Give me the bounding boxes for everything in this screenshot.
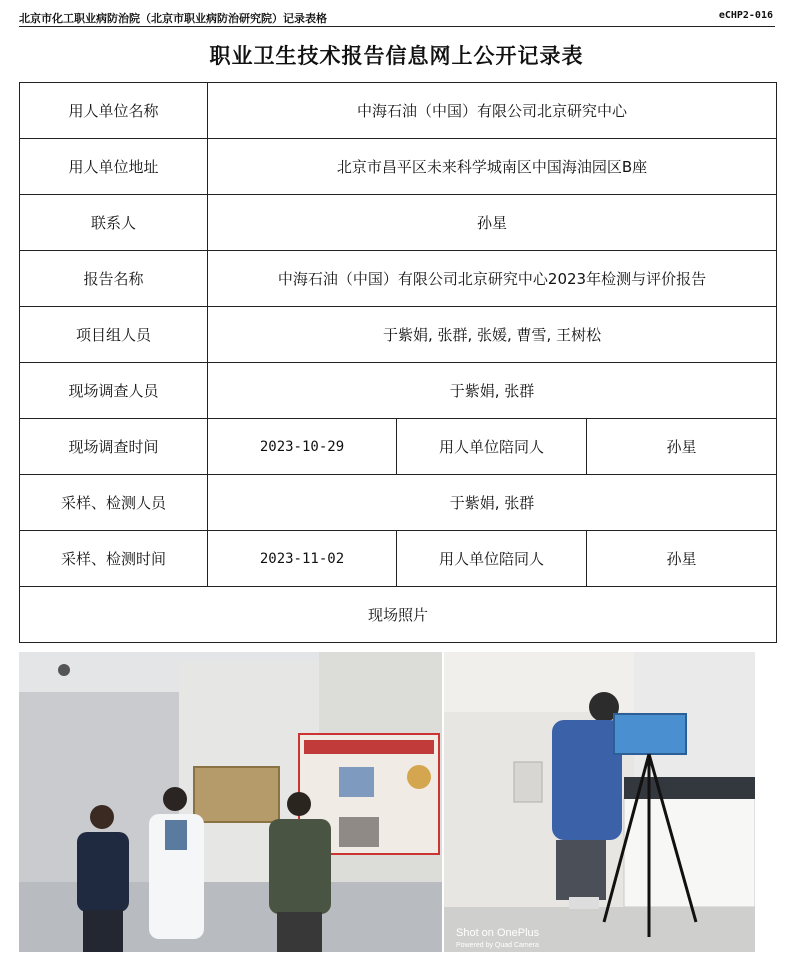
table-row <box>20 419 777 475</box>
sampling-companion-value: 孙星 <box>587 531 777 587</box>
table-row <box>20 587 777 643</box>
photos-label: 现场照片 <box>20 587 777 643</box>
team-value: 于紫娟, 张群, 张媛, 曹雪, 王树松 <box>208 307 777 363</box>
document-header <box>19 8 775 27</box>
table-row <box>20 139 777 195</box>
sampling-time-value: 2023-11-02 <box>208 531 397 587</box>
watermark-line2: Powered by Quad Camera <box>456 942 539 949</box>
sampling-staff-value: 于紫娟, 张群 <box>208 475 777 531</box>
site-companion-value: 孙星 <box>587 419 777 475</box>
site-time-label: 现场调查时间 <box>20 419 208 475</box>
team-label: 项目组人员 <box>20 307 208 363</box>
table-row <box>20 531 777 587</box>
site-photo-sampling <box>444 652 755 952</box>
sampling-photo-image <box>444 652 755 952</box>
table-row <box>20 475 777 531</box>
site-time-value: 2023-10-29 <box>208 419 397 475</box>
table-row <box>20 251 777 307</box>
site-staff-value: 于紫娟, 张群 <box>208 363 777 419</box>
table-row <box>20 195 777 251</box>
sampling-staff-label: 采样、检测人员 <box>20 475 208 531</box>
table-row <box>20 83 777 139</box>
site-photo-entrance <box>19 652 442 952</box>
page-title: 职业卫生技术报告信息网上公开记录表 <box>209 43 584 68</box>
form-code: eCHP2-016 <box>718 10 773 21</box>
contact-value: 孙星 <box>208 195 777 251</box>
contact-label: 联系人 <box>20 195 208 251</box>
site-staff-label: 现场调查人员 <box>20 363 208 419</box>
site-companion-label: 用人单位陪同人 <box>397 419 587 475</box>
organization-name: 北京市化工职业病防治院（北京市职业病防治研究院）记录表格 <box>19 12 327 25</box>
report-name-label: 报告名称 <box>20 251 208 307</box>
entrance-photo-image <box>19 652 442 952</box>
unit-address-label: 用人单位地址 <box>20 139 208 195</box>
sampling-companion-label: 用人单位陪同人 <box>397 531 587 587</box>
table-row <box>20 363 777 419</box>
table-row <box>20 307 777 363</box>
sampling-time-label: 采样、检测时间 <box>20 531 208 587</box>
record-table <box>19 82 777 643</box>
watermark-line1: Shot on OnePlus <box>456 927 540 939</box>
unit-address-value: 北京市昌平区未来科学城南区中国海油园区B座 <box>208 139 777 195</box>
unit-name-value: 中海石油（中国）有限公司北京研究中心 <box>208 83 777 139</box>
report-name-value: 中海石油（中国）有限公司北京研究中心2023年检测与评价报告 <box>208 251 777 307</box>
unit-name-label: 用人单位名称 <box>20 83 208 139</box>
